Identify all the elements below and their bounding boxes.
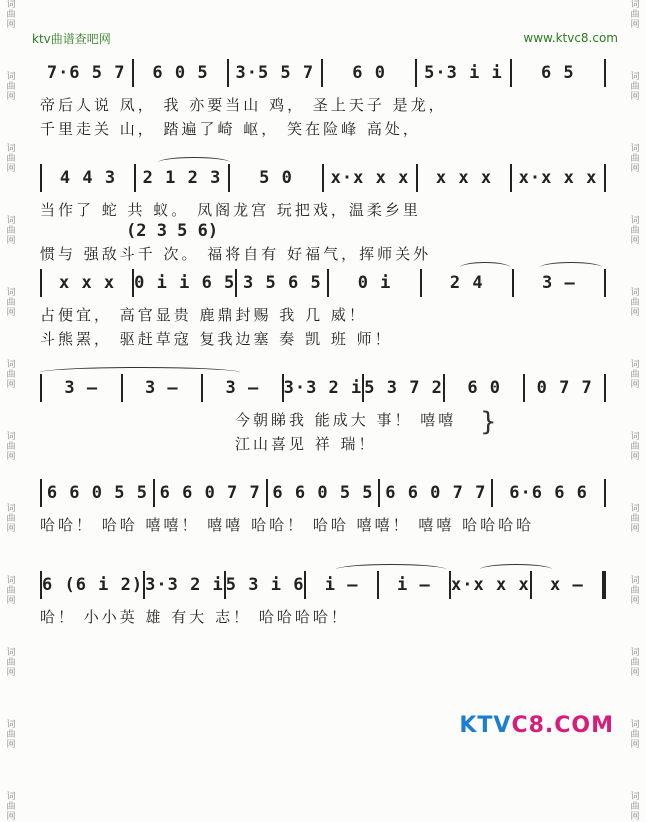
watermark-mark: 词 曲 网 (6, 504, 16, 534)
watermark-mark: 词 曲 网 (6, 144, 16, 174)
left-watermark-column (2, 0, 20, 822)
barline (604, 479, 606, 507)
measure: 3·3 2 i (145, 575, 224, 595)
site-logo (459, 713, 614, 738)
right-watermark-column (626, 0, 644, 822)
watermark-mark: 词 曲 网 (630, 720, 640, 750)
parenthetical-notes: (2 3 5 6) (126, 221, 219, 241)
watermark-mark: 词 曲 网 (6, 576, 16, 606)
watermark-mark: 词 曲 网 (6, 72, 16, 102)
notes-line (40, 60, 606, 86)
measure: 6 5 (540, 63, 575, 83)
watermark-mark: 词 曲 网 (630, 576, 640, 606)
staff-row-1 (40, 52, 606, 157)
barline (604, 59, 606, 87)
staff-row-3 (40, 262, 606, 367)
measure: 6 6 0 5 5 (272, 483, 374, 503)
lyric-verse-1: 帝后人说 凤， 我 亦要当山 鸡， 圣上天子 是龙， (40, 96, 447, 114)
measure: 2 1 2 3 (142, 168, 222, 188)
watermark-mark: 词 曲 网 (630, 288, 640, 318)
measure: 2 4 (449, 273, 484, 293)
staff-row-4 (40, 367, 606, 472)
measure: 7·6 5 7 (46, 63, 126, 83)
measure: 6 0 (352, 63, 386, 83)
watermark-mark: 词 曲 网 (6, 648, 16, 678)
barline (602, 571, 606, 599)
lyric-verse-1: 今朝睇我 能成大 事！ 嘻嘻 (235, 411, 457, 429)
logo-part-domain: C8.COM (511, 713, 614, 738)
lyric-verse-1: 占便宜， 高官显贵 鹿鼎封赐 我 几 威！ (40, 306, 367, 324)
measure: 3 – (144, 378, 179, 398)
watermark-mark: 词 曲 网 (6, 432, 16, 462)
barline (604, 269, 606, 297)
logo-part-ktv: KTV (459, 713, 512, 738)
sheet-music (40, 52, 606, 669)
measure: i – (324, 575, 359, 595)
lyric-verse-2: 千里走关 山， 踏遍了崎 岖， 笑在险峰 高处， (40, 120, 421, 138)
measure: 6 (6 i 2) (42, 575, 144, 595)
measure: 3 – (542, 273, 576, 293)
measure: 4 4 3 (59, 168, 117, 188)
watermark-mark: 词 曲 网 (6, 360, 16, 390)
lyric-verse-2: 江山喜见 祥 瑞！ (235, 435, 377, 453)
lyric-verse-2: 惯与 强敌斗千 次。 福将自有 好福气，挥师关外 (40, 245, 432, 263)
measure: 6 6 0 7 7 (159, 483, 261, 503)
staff-row-2 (40, 157, 606, 262)
measure: 6·6 6 6 (509, 483, 588, 503)
measure: x·x x x (518, 168, 598, 188)
barline (604, 374, 606, 402)
verse-brace: } (480, 407, 497, 437)
lyric-verse-2: 斗熊罴， 驱赶草寇 复我边塞 奏 凯 班 师！ (40, 330, 393, 348)
barline (604, 164, 606, 192)
notes-line (40, 572, 606, 598)
measure: x·x x x (330, 168, 410, 188)
lyric-verse-1: 当作了 蛇 共 蚁。 凤阁龙宫 玩把戏，温柔乡里 (40, 201, 421, 219)
measure: x x x (435, 168, 493, 188)
watermark-mark: 词 曲 网 (630, 72, 640, 102)
watermark-mark: 词 曲 网 (6, 720, 16, 750)
watermark-mark: 词 曲 网 (630, 0, 640, 30)
measure: 6 0 5 (152, 63, 209, 83)
staff-row-6 (40, 564, 606, 669)
watermark-mark: 词 曲 网 (630, 792, 640, 822)
measure: 3·3 2 i (283, 378, 363, 398)
measure: i – (397, 575, 431, 595)
measure: x x x (58, 273, 116, 293)
lyric-verse-1: 哈哈！ 哈哈 嘻嘻！ 嘻嘻 哈哈！ 哈哈 嘻嘻！ 嘻嘻 哈哈哈哈 (40, 516, 535, 534)
watermark-mark: 词 曲 网 (6, 288, 16, 318)
watermark-mark: 词 曲 网 (6, 792, 16, 822)
watermark-mark: 词 曲 网 (630, 432, 640, 462)
lyric-verse-1: 哈！ 小小英 雄 有大 志！ 哈哈哈哈！ (40, 608, 349, 626)
measure: 6 6 0 5 5 (46, 483, 148, 503)
measure: 3 – (225, 378, 260, 398)
watermark-mark: 词 曲 网 (630, 216, 640, 246)
notes-line (40, 375, 606, 401)
watermark-mark: 词 曲 网 (630, 360, 640, 390)
watermark-mark: 词 曲 网 (630, 144, 640, 174)
watermark-mark: 词 曲 网 (630, 648, 640, 678)
measure: 6 6 0 7 7 (385, 483, 487, 503)
measure: 0 i i 6 5 (134, 273, 236, 293)
notes-line (40, 165, 606, 191)
staff-row-5 (40, 472, 606, 564)
notes-line (40, 480, 606, 506)
measure: 3·5 5 7 (235, 63, 315, 83)
site-url-header[interactable]: www.ktvc8.com (523, 31, 618, 45)
watermark-mark: 词 曲 网 (6, 216, 16, 246)
measure: x·x x x (451, 575, 530, 595)
measure: 5·3 i i (424, 63, 503, 83)
watermark-mark: 词 曲 网 (6, 0, 16, 30)
measure: x – (549, 575, 584, 595)
measure: 5 3 7 2 (364, 378, 443, 398)
watermark-mark: 词 曲 网 (630, 504, 640, 534)
measure: 5 3 i 6 (225, 575, 305, 595)
measure: 0 7 7 (536, 378, 593, 398)
measure: 3 5 6 5 (243, 273, 322, 293)
notes-line (40, 270, 606, 296)
measure: 0 i (357, 273, 392, 293)
measure: 3 – (64, 378, 99, 398)
measure: 6 0 (467, 378, 502, 398)
measure: 5 0 (259, 168, 293, 188)
site-name-header: ktv曲谱查吧网 (32, 32, 111, 46)
